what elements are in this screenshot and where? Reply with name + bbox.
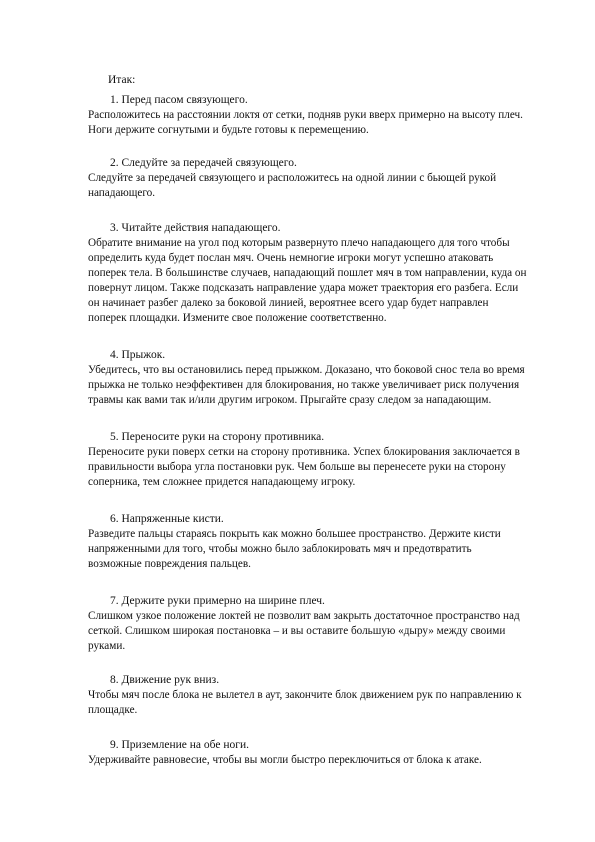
body-line: напряженными для того, чтобы можно было заблокировать мяч и предотвратить xyxy=(88,543,472,555)
body-line: Удерживайте равновесие, чтобы вы могли быстро переключиться от блока к атаке. xyxy=(88,754,482,766)
body-line: повернут лицом. Также подсказать направление удара может траектория его разбега. Если xyxy=(88,282,519,294)
body-line: Расположитесь на расстоянии локтя от сетки, подняв руки вверх примерно на высоту плеч. xyxy=(88,109,523,121)
section-heading: 2. Следуйте за передачей связующего. xyxy=(110,157,297,169)
section-heading: 7. Держите руки примерно на ширине плеч. xyxy=(110,595,325,607)
body-line: Обратите внимание на угол под которым развернуто плечо нападающего для того чтобы xyxy=(88,237,510,249)
section-heading: 9. Приземление на обе ноги. xyxy=(110,739,249,751)
section-body xyxy=(88,363,558,408)
section-body xyxy=(88,609,558,654)
body-line: Чтобы мяч после блока не вылетел в аут, закончите блок движением рук по направлению к xyxy=(88,689,522,701)
section-heading: 4. Прыжок. xyxy=(110,349,166,361)
body-line: он начинает разбег далеко за боковой линией, вероятнее всего удар будет направлен xyxy=(88,297,489,309)
section-4 xyxy=(88,348,558,408)
section-body xyxy=(88,688,558,718)
body-line: правильности выбора угла постановки рук. Чем больше вы перенесете руки на сторону xyxy=(88,461,506,473)
section-7 xyxy=(88,594,558,654)
section-9 xyxy=(88,738,558,768)
body-line: площадке. xyxy=(88,704,138,716)
body-line: соперника, тем сложнее придется нападающему игроку. xyxy=(88,476,356,488)
body-line: Разведите пальцы стараясь покрыть как можно большее пространство. Держите кисти xyxy=(88,528,501,540)
body-line: нападающего. xyxy=(88,187,156,199)
body-line: Слишком узкое положение локтей не позволит вам закрыть достаточное пространство над xyxy=(88,610,520,622)
section-body xyxy=(88,236,558,326)
section-1 xyxy=(88,93,558,138)
section-8 xyxy=(88,673,558,718)
section-5 xyxy=(88,430,558,490)
section-body xyxy=(88,445,558,490)
section-heading: 6. Напряженные кисти. xyxy=(110,513,224,525)
body-line: травмы как вами так и/или другим игроком. Прыгайте сразу следом за нападающим. xyxy=(88,394,492,406)
section-body xyxy=(88,171,558,201)
section-heading: 8. Движение рук вниз. xyxy=(110,674,220,686)
section-body xyxy=(88,753,558,768)
section-heading: 5. Переносите руки на сторону противника. xyxy=(110,431,325,443)
section-body xyxy=(88,527,558,572)
body-line: прыжка не только неэффективен для блокирования, но также увеличивает риск получения xyxy=(88,379,520,391)
section-3 xyxy=(88,221,558,326)
section-2 xyxy=(88,156,558,201)
body-line: Переносите руки поверх сетки на сторону противника. Успех блокирования заключается в xyxy=(88,446,520,458)
body-line: поперек тела. В большинстве случаев, нападающий пошлет мяч в том направлении, куда он xyxy=(88,267,527,279)
body-line: поперек площадки. Измените свое положение соответственно. xyxy=(88,312,387,324)
body-line: определить куда будет послан мяч. Очень немногие игроки могут успешно атаковать xyxy=(88,252,494,264)
section-body xyxy=(88,108,558,138)
section-6 xyxy=(88,512,558,572)
section-heading: 1. Перед пасом связующего. xyxy=(110,94,248,106)
body-line: Убедитесь, что вы остановились перед прыжком. Доказано, что боковой снос тела во время xyxy=(88,364,525,376)
intro-text: Итак: xyxy=(108,74,136,86)
body-line: Следуйте за передачей связующего и расположитесь на одной линии с бьющей рукой xyxy=(88,172,497,184)
body-line: руками. xyxy=(88,640,126,652)
body-line: возможные повреждения пальцев. xyxy=(88,558,251,570)
body-line: Ноги держите согнутыми и будьте готовы к перемещению. xyxy=(88,124,369,136)
body-line: сеткой. Слишком широкая постановка – и вы оставите большую «дыру» между своими xyxy=(88,625,506,637)
section-heading: 3. Читайте действия нападающего. xyxy=(110,222,281,234)
